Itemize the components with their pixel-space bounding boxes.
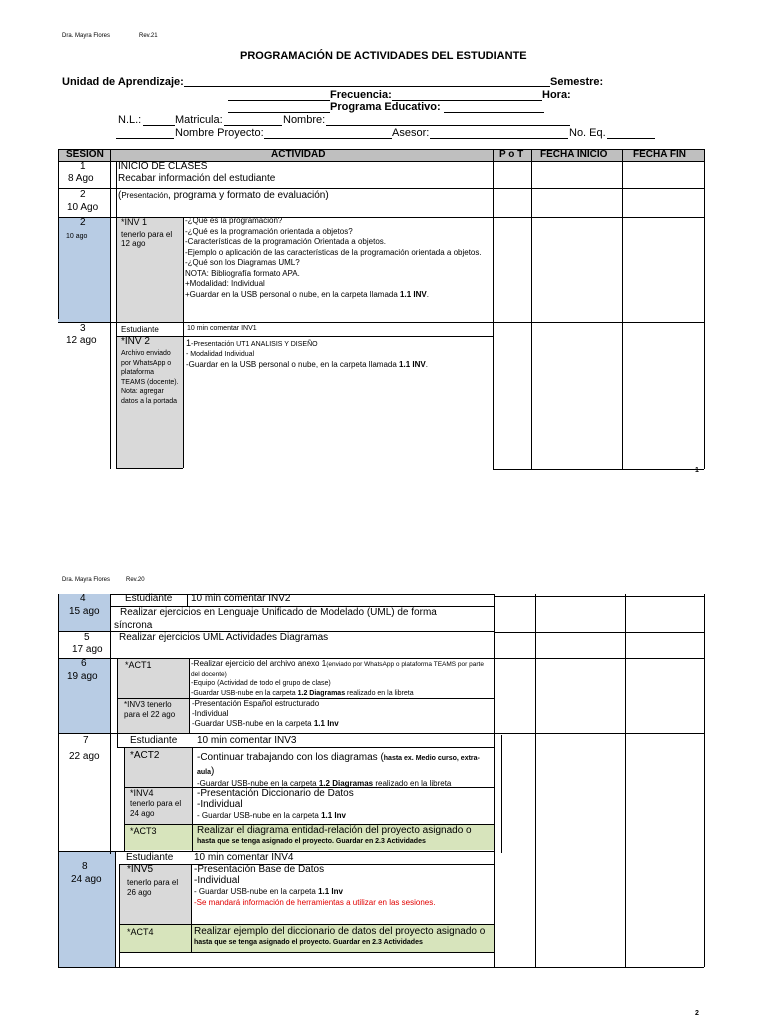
- act1-description: [191, 659, 491, 698]
- grid-line: [124, 747, 125, 851]
- header-actividad: ACTIVIDAD: [271, 149, 326, 160]
- session-2-paren: (: [118, 190, 122, 201]
- grid-line: [622, 149, 623, 469]
- inv2-description: [186, 338, 428, 370]
- inv3-description: [192, 699, 339, 729]
- act1-line1-note: (enviado por WhatsApp o plataforma TEAMS por parte del docente): [191, 661, 484, 678]
- act1-save-suffix: realizado en la libreta: [345, 689, 414, 697]
- grid-line: [625, 594, 626, 967]
- act1-line2: -Equipo (Actividad de todo el grupo de clase): [191, 680, 331, 687]
- act4-line1: Realizar ejemplo del diccionario de datos del proyecto asignado o: [194, 926, 486, 937]
- grid-line: [58, 594, 59, 967]
- estudiante-label: Estudiante: [121, 325, 159, 334]
- grid-line: [58, 733, 704, 734]
- inv2-line1-number: 1: [186, 338, 192, 348]
- nombre-label: Nombre:: [283, 114, 326, 126]
- nombre-field[interactable]: [326, 125, 570, 126]
- comentar-inv4: 10 min comentar INV4: [194, 852, 294, 863]
- act1-line3: [191, 689, 491, 699]
- grid-line: [58, 149, 704, 150]
- inv4-save-text: - Guardar USB-nube en la carpeta: [197, 811, 322, 820]
- inv1-line: NOTA: Bibliografía formato APA.: [185, 268, 300, 278]
- grid-line: [116, 161, 117, 469]
- grid-line: [191, 864, 192, 952]
- session-4-number: 4: [80, 593, 86, 604]
- unidad-label: Unidad de Aprendizaje:: [62, 76, 184, 88]
- matricula-field[interactable]: [224, 125, 282, 126]
- inv4-line1: -Presentación Diccionario de Datos: [197, 788, 354, 799]
- grid-line: [531, 149, 532, 469]
- author-label: Dra. Mayra Flores: [62, 577, 111, 583]
- grid-line: [704, 594, 705, 967]
- comentar-inv3: 10 min comentar INV3: [197, 735, 297, 746]
- act4-label: *ACT4: [127, 927, 154, 937]
- session-7-date: 22 ago: [69, 751, 100, 762]
- act1-line1: [191, 659, 491, 679]
- inv3-folder: 1.1 Inv: [313, 719, 339, 728]
- grid-line: [501, 735, 502, 853]
- session-6-number: 6: [81, 658, 87, 669]
- comentar-inv2: 10 min comentar INV2: [191, 593, 291, 604]
- act4-description: [194, 926, 485, 948]
- session-4-date: 15 ago: [69, 606, 100, 617]
- inv4-line3: [197, 810, 354, 821]
- session-1-line2: Recabar información del estudiante: [118, 173, 276, 184]
- no-eq-label: No. Eq.: [569, 127, 606, 139]
- header-sesion: SESION: [66, 149, 104, 160]
- inv1-line-last: [185, 290, 491, 301]
- no-eq-field[interactable]: [607, 138, 655, 139]
- inv2-note: Archivo enviado por WhatsApp o plataforma TEAMS (docente). Nota: agregar datos a la portada: [121, 350, 179, 405]
- estudiante-label: Estudiante: [125, 593, 173, 604]
- inv3-save-text: -Guardar USB-nube en la carpeta: [192, 719, 314, 728]
- grid-line: [119, 952, 494, 953]
- act4-line2: hasta que se tenga asignado el proyecto. Guardar en 2.3 Actividades: [194, 939, 423, 946]
- header-fecha-inicio: FECHA INICIO: [540, 149, 608, 160]
- grid-line: [110, 594, 111, 854]
- session-1-date: 8 Ago: [68, 173, 94, 184]
- act2-line1: [197, 750, 491, 778]
- inv1-line: -¿Qué son los Diagramas UML?: [185, 258, 300, 267]
- grid-line: [117, 468, 183, 469]
- grid-line: [192, 747, 193, 851]
- inv5-line1: -Presentación Base de Datos: [194, 864, 325, 875]
- session-1-number: 1: [80, 161, 86, 172]
- session-4-text: Realizar ejercicios en Lenguaje Unificado de Modelado (UML) de forma síncrona: [114, 607, 437, 631]
- header-fecha-fin: FECHA FIN: [633, 149, 686, 160]
- frecuencia-blank: [228, 100, 330, 101]
- grid-line: [119, 864, 120, 967]
- act2-save-text: -Guardar USB-nube en la carpeta: [197, 779, 319, 788]
- inv1-line: -¿Qué es la programación?: [185, 216, 283, 225]
- grid-line: [58, 967, 704, 968]
- session-7-number: 7: [83, 735, 89, 746]
- matricula-label: Matricula:: [175, 114, 223, 126]
- nombre-proyecto-blank: [116, 138, 174, 139]
- page-number-1: 1: [695, 467, 699, 474]
- inv2-line1-text: -Presentación UT1 ANALISIS Y DISEÑO: [191, 341, 318, 348]
- comentar-inv1: 10 min comentar INV1: [187, 325, 257, 332]
- inv2-save-text: -Guardar en la USB personal o nube, en la carpeta llamada: [186, 360, 400, 369]
- act1-folder: 1.2 Diagramas: [297, 689, 346, 697]
- inv5-save-text: - Guardar USB-nube en la carpeta: [194, 887, 319, 896]
- session-2b-number: 2: [80, 217, 86, 228]
- programa-blank: [228, 112, 330, 113]
- inv4-note: tenerlo para el 24 ago: [130, 799, 182, 818]
- author-label: Dra. Mayra Flores: [62, 33, 111, 39]
- session-2b-date: 10 ago: [66, 233, 88, 240]
- session-5-date: 17 ago: [72, 644, 103, 655]
- inv1-line: -Ejemplo o aplicación de las características de la programación orientada a objetos.: [185, 247, 482, 257]
- session-8-number: 8: [82, 861, 88, 872]
- revision-label: Rev.21: [139, 33, 158, 39]
- programa-label: Programa Educativo:: [330, 101, 441, 113]
- grid-line: [535, 594, 536, 967]
- inv1-line: +Modalidad: Individual: [185, 279, 265, 288]
- inv1-period: .: [426, 289, 429, 299]
- inv4-line2: -Individual: [197, 799, 243, 810]
- inv2-period: .: [425, 360, 428, 369]
- act3-line2: hasta que se tenga asignado el proyecto. Guardar en 2.3 Actividades: [197, 838, 426, 845]
- grid-line: [110, 149, 111, 469]
- session-2-date: 10 Ago: [67, 202, 99, 213]
- inv1-label: *INV 1: [121, 217, 148, 227]
- act2-description: [197, 750, 491, 789]
- session-2-rest: , programa y formato de evaluación): [168, 190, 329, 201]
- grid-line: [493, 149, 494, 469]
- inv5-line4: -Se mandará información de herramientas a utilizar en las sesiones.: [194, 898, 436, 907]
- revision-label: Rev.20: [126, 577, 145, 583]
- nombre-proyecto-field[interactable]: [264, 138, 392, 139]
- grid-line: [115, 851, 116, 967]
- grid-line: [117, 747, 494, 748]
- session-8-date: 24 ago: [71, 874, 102, 885]
- inv3-label: *INV3 tenerlo para el 22 ago: [124, 700, 176, 719]
- grid-line: [117, 336, 493, 337]
- inv5-label: *INV5: [127, 864, 154, 875]
- inv1-line: -¿Qué es la programación orientada a objetos?: [185, 226, 353, 236]
- inv1-save-text: +Guardar en la USB personal o nube, en la carpeta llamada: [185, 289, 401, 299]
- nombre-proyecto-label: Nombre Proyecto:: [175, 127, 264, 139]
- asesor-label: Asesor:: [392, 127, 430, 139]
- inv2-folder: 1.1 INV: [399, 360, 426, 369]
- act1-line1-text: -Realizar ejercicio del archivo anexo 1: [191, 659, 327, 668]
- unidad-field[interactable]: [184, 86, 550, 87]
- inv5-note: tenerlo para el 26 ago: [127, 878, 179, 897]
- session-1-line1: INICIO DE CLASES: [118, 161, 208, 172]
- act3-line1: Realizar el diagrama entidad-relación del proyecto asignado o: [197, 825, 472, 836]
- session-3-date: 12 ago: [66, 335, 97, 346]
- header-pot: P o T: [499, 149, 524, 160]
- page-title: PROGRAMACIÓN DE ACTIVIDADES DEL ESTUDIANTE: [240, 50, 527, 62]
- nl-label: N.L.:: [118, 114, 142, 126]
- inv1-note: tenerlo para el 12 ago: [121, 230, 173, 248]
- act2-label: *ACT2: [130, 750, 160, 761]
- grid-line: [58, 188, 704, 189]
- grid-line: [494, 596, 704, 597]
- grid-line: [493, 469, 704, 470]
- session-5-text: Realizar ejercicios UML Actividades Diagramas: [119, 632, 329, 643]
- inv1-line: -Características de la programación Orientada a objetos.: [185, 237, 386, 246]
- grid-line: [704, 149, 705, 469]
- session-2-number: 2: [80, 189, 86, 200]
- inv5-line3: [194, 886, 435, 897]
- act2-line1-close: ): [211, 766, 215, 777]
- grid-line: [494, 632, 704, 633]
- inv2-line3: [186, 360, 428, 370]
- inv4-description: [197, 788, 354, 821]
- inv2-line2: - Modalidad Individual: [186, 351, 255, 358]
- grid-line: [187, 594, 188, 606]
- session-3-number: 3: [80, 323, 86, 334]
- estudiante-label: Estudiante: [130, 735, 178, 746]
- nl-field[interactable]: [143, 125, 175, 126]
- programa-field[interactable]: [444, 112, 544, 113]
- grid-line: [58, 322, 704, 323]
- grid-line: [119, 924, 494, 925]
- semestre-label: Semestre:: [550, 76, 604, 88]
- session-5-number: 5: [84, 632, 90, 643]
- grid-line: [189, 658, 190, 733]
- inv3-line1: -Presentación Español estructurado: [192, 699, 320, 708]
- grid-line: [58, 149, 59, 319]
- inv5-folder: 1.1 Inv: [318, 887, 343, 896]
- session-2-presentacion: Presentación: [121, 191, 169, 200]
- estudiante-label: Estudiante: [126, 852, 174, 863]
- frecuencia-label: Frecuencia:: [330, 89, 392, 101]
- inv1-description: [185, 216, 491, 300]
- grid-line: [183, 217, 184, 468]
- act2-line1-text: -Continuar trabajando con los diagramas (: [197, 752, 384, 763]
- grid-line: [117, 658, 118, 748]
- inv3-line3: [192, 719, 339, 729]
- inv5-description: [194, 864, 435, 908]
- session-6-date: 19 ago: [67, 671, 98, 682]
- act3-label: *ACT3: [130, 826, 157, 836]
- asesor-field[interactable]: [430, 138, 568, 139]
- inv2-line1: [186, 338, 428, 350]
- inv4-folder: 1.1 Inv: [321, 811, 346, 820]
- inv3-line2: -Individual: [192, 709, 229, 718]
- hora-label: Hora:: [542, 89, 571, 101]
- grid-line: [494, 594, 495, 967]
- session-6-shade: [58, 658, 110, 733]
- act2-line1-note: hasta ex. Medio curso, extra-aula: [197, 755, 480, 776]
- act2-save-suffix: realizado en la libreta: [373, 779, 452, 788]
- inv2-label: *INV 2: [121, 336, 150, 347]
- inv5-line2: -Individual: [194, 875, 240, 886]
- act1-label: *ACT1: [125, 660, 152, 670]
- act2-folder: 1.2 Diagramas: [318, 779, 374, 788]
- page-number-2: 2: [695, 1010, 699, 1017]
- inv4-label: *INV4: [130, 788, 154, 798]
- act1-save-text: -Guardar USB-nube en la carpeta: [191, 689, 298, 697]
- act3-description: [197, 825, 472, 847]
- inv1-folder: 1.1 INV: [400, 289, 427, 299]
- session-2-text: [118, 190, 329, 201]
